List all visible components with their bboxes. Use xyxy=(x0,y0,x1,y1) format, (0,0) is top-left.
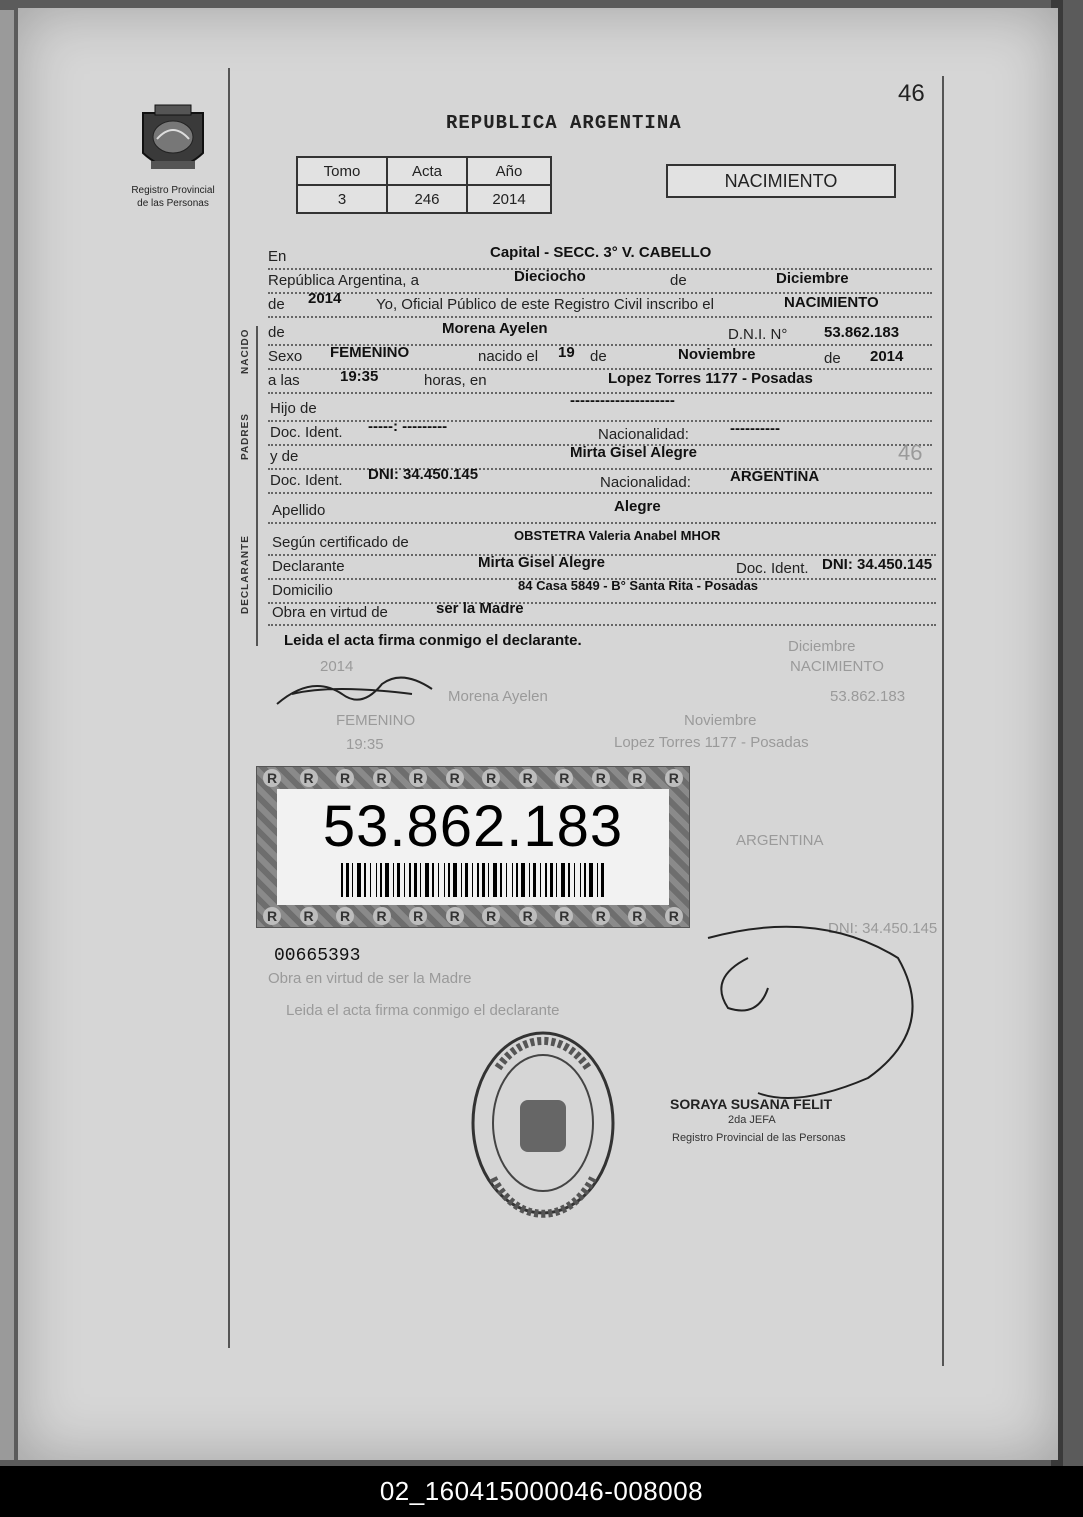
section-label-line xyxy=(256,326,258,646)
birth-certificate-page xyxy=(18,8,1058,1460)
document-title: REPUBLICA ARGENTINA xyxy=(446,112,682,134)
r-mark: R xyxy=(300,769,318,787)
registrar-office: Registro Provincial de las Personas xyxy=(672,1132,846,1144)
barcode-bar xyxy=(574,863,575,897)
ghost-child-name: Morena Ayelen xyxy=(448,688,548,705)
label-de-1: de xyxy=(670,272,687,289)
field-father-nat: ---------- xyxy=(730,420,780,437)
r-mark: R xyxy=(446,907,464,925)
barcode-bar xyxy=(370,863,371,897)
ghost-event: NACIMIENTO xyxy=(790,658,884,675)
barcode-bar xyxy=(545,863,547,897)
label-segun: Según certificado de xyxy=(272,534,409,551)
official-seal-icon xyxy=(468,1028,618,1218)
barcode-bar xyxy=(516,863,518,897)
label-dni: D.N.I. N° xyxy=(728,326,788,343)
field-event: NACIMIENTO xyxy=(784,294,879,311)
label-hijo: Hijo de xyxy=(270,400,317,417)
label-yo: Yo, Oficial Público de este Registro Civil inscribo el xyxy=(376,296,714,313)
record-table xyxy=(296,156,552,214)
barcode-bar xyxy=(425,863,429,897)
field-birth-place: Lopez Torres 1177 - Posadas xyxy=(608,370,813,387)
ghost-time: 19:35 xyxy=(346,736,384,753)
barcode-bar xyxy=(376,863,377,897)
ghost-month: Diciembre xyxy=(788,638,856,655)
label-horas: horas, en xyxy=(424,372,487,389)
barcode-bar xyxy=(529,863,530,897)
registrar-signature xyxy=(698,918,938,1108)
left-margin-line xyxy=(228,68,230,1348)
barcode-bar xyxy=(488,863,489,897)
ghost-birth-place: Lopez Torres 1177 - Posadas xyxy=(614,734,809,751)
label-obra: Obra en virtud de xyxy=(272,604,388,621)
r-mark: R xyxy=(628,907,646,925)
field-father-doc: -----: --------- xyxy=(368,418,448,435)
ghost-declarant-doc: DNI: 34.450.145 xyxy=(828,920,938,937)
barcode-bar xyxy=(465,863,468,897)
field-day-words: Dieciocho xyxy=(514,268,586,285)
r-mark: R xyxy=(409,769,427,787)
side-label-padres: PADRES xyxy=(240,413,251,460)
label-doc-2: Doc. Ident. xyxy=(270,472,343,489)
r-mark: R xyxy=(482,769,500,787)
barcode-bar xyxy=(461,863,462,897)
barcode-bar xyxy=(352,863,353,897)
barcode-bar xyxy=(472,863,473,897)
label-nac-2: Nacionalidad: xyxy=(600,474,691,491)
ghost-birth-month: Noviembre xyxy=(684,712,757,729)
field-child-dni: 53.862.183 xyxy=(824,324,900,341)
value-ano: 2014 xyxy=(467,185,551,213)
barcode-bar xyxy=(556,863,557,897)
coat-of-arms-icon xyxy=(133,103,213,183)
r-mark: R xyxy=(592,769,610,787)
label-de-4: de xyxy=(590,348,607,365)
label-y-de: y de xyxy=(270,448,299,465)
r-mark: R xyxy=(592,907,610,925)
barcode-bar xyxy=(506,863,507,897)
r-mark: R xyxy=(263,769,281,787)
barcode-bar xyxy=(432,863,434,897)
registrar-name: SORAYA SUSANA FELIT xyxy=(670,1096,833,1112)
header-acta: Acta xyxy=(387,157,467,185)
field-surname: Alegre xyxy=(614,498,661,515)
barcode-bar xyxy=(393,863,394,897)
barcode-bar xyxy=(561,863,565,897)
r-mark: R xyxy=(336,907,354,925)
ghost-year: 2014 xyxy=(320,658,354,675)
label-declarant-doc: Doc. Ident. xyxy=(736,560,809,577)
record-type-box: NACIMIENTO xyxy=(666,164,896,198)
value-tomo: 3 xyxy=(297,185,387,213)
barcode-bar xyxy=(568,863,570,897)
barcode-bar xyxy=(521,863,525,897)
label-nacido: nacido el xyxy=(478,348,539,365)
field-place: Capital - SECC. 3° V. CABELLO xyxy=(490,244,712,261)
barcode-bar xyxy=(477,863,479,897)
field-sex: FEMENINO xyxy=(330,344,410,361)
field-month: Diciembre xyxy=(776,270,849,287)
sticker-top-marks xyxy=(263,769,683,791)
barcode-bar xyxy=(550,863,553,897)
r-mark: R xyxy=(336,769,354,787)
barcode-bar xyxy=(438,863,439,897)
barcode-bar xyxy=(414,863,417,897)
label-sexo: Sexo xyxy=(268,348,303,365)
ghost-page-number: 46 xyxy=(898,440,923,465)
barcode-bar xyxy=(364,863,366,897)
ghost-dni: 53.862.183 xyxy=(830,688,906,705)
field-child-name: Morena Ayelen xyxy=(442,320,548,337)
registry-caption-1: Registro Provincial xyxy=(131,185,215,196)
field-certificate: OBSTETRA Valeria Anabel MHOR xyxy=(514,528,721,543)
barcode-bar xyxy=(420,863,421,897)
side-label-declarante: DECLARANTE xyxy=(240,535,251,614)
sticker-bottom-marks xyxy=(263,907,683,929)
field-father-name: --------------------- xyxy=(570,392,675,409)
line-apellido xyxy=(268,500,936,524)
field-mother-nat: ARGENTINA xyxy=(730,468,820,485)
field-mother-doc: DNI: 34.450.145 xyxy=(368,466,479,483)
ghost-leida: Leida el acta firma conmigo el declarante xyxy=(286,1002,560,1019)
barcode-bar xyxy=(589,863,593,897)
label-nac-1: Nacionalidad: xyxy=(598,426,689,443)
field-birth-day: 19 xyxy=(558,344,575,361)
field-birth-month: Noviembre xyxy=(678,346,756,363)
label-en: En xyxy=(268,248,287,265)
barcode-bar xyxy=(380,863,382,897)
label-de-5: de xyxy=(824,350,841,367)
barcode-bar xyxy=(500,863,502,897)
previous-page-edge xyxy=(0,10,14,1460)
barcode-bar xyxy=(493,863,497,897)
r-mark: R xyxy=(555,907,573,925)
r-mark: R xyxy=(628,769,646,787)
r-mark: R xyxy=(665,907,683,925)
registry-caption-2: de las Personas xyxy=(137,198,209,209)
label-de-2: de xyxy=(268,296,285,313)
field-capacity: ser la Madre xyxy=(436,600,524,617)
barcode-bar xyxy=(533,863,536,897)
label-domicilio: Domicilio xyxy=(272,582,333,599)
barcode-bar xyxy=(341,863,343,897)
field-birth-time: 19:35 xyxy=(340,368,379,385)
value-acta: 246 xyxy=(387,185,467,213)
label-a-las: a las xyxy=(268,372,300,389)
barcode-bar xyxy=(385,863,389,897)
r-mark: R xyxy=(555,769,573,787)
header-ano: Año xyxy=(467,157,551,185)
field-mother-name: Mirta Gisel Alegre xyxy=(570,444,697,461)
r-mark: R xyxy=(519,769,537,787)
barcode-bar xyxy=(444,863,445,897)
sticker-label xyxy=(277,789,669,905)
side-label-nacido: NACIDO xyxy=(240,328,251,374)
barcode-bar xyxy=(584,863,586,897)
barcode-icon xyxy=(341,863,605,897)
r-mark: R xyxy=(409,907,427,925)
r-mark: R xyxy=(519,907,537,925)
registrar-role: 2da JEFA xyxy=(728,1114,776,1126)
label-doc-1: Doc. Ident. xyxy=(270,424,343,441)
closing-statement: Leida el acta firma conmigo el declarante. xyxy=(284,632,582,649)
registry-logo xyxy=(113,103,233,209)
r-mark: R xyxy=(482,907,500,925)
barcode-bar xyxy=(597,863,598,897)
barcode-bar xyxy=(453,863,457,897)
field-birth-year: 2014 xyxy=(870,348,904,365)
label-declarante: Declarante xyxy=(272,558,345,575)
barcode-bar xyxy=(397,863,400,897)
barcode-bar xyxy=(404,863,405,897)
serial-number: 00665393 xyxy=(274,946,361,966)
label-apellido: Apellido xyxy=(272,502,326,519)
ghost-nationality: ARGENTINA xyxy=(736,832,824,849)
barcode-bar xyxy=(409,863,411,897)
r-mark: R xyxy=(373,769,391,787)
r-mark: R xyxy=(373,907,391,925)
barcode-bar xyxy=(580,863,581,897)
r-mark: R xyxy=(263,907,281,925)
field-declarant-doc: DNI: 34.450.145 xyxy=(822,556,933,573)
barcode-bar xyxy=(512,863,513,897)
barcode-bar xyxy=(357,863,361,897)
r-mark: R xyxy=(446,769,464,787)
right-margin-line xyxy=(942,76,944,1366)
label-de-3: de xyxy=(268,324,285,341)
r-mark: R xyxy=(300,907,318,925)
dni-sticker xyxy=(256,766,690,928)
label-republica: República Argentina, a xyxy=(268,272,419,289)
field-address: 84 Casa 5849 - B° Santa Rita - Posadas xyxy=(518,578,759,593)
field-year: 2014 xyxy=(308,290,342,307)
barcode-bar xyxy=(540,863,541,897)
barcode-bar xyxy=(601,863,604,897)
field-declarant-name: Mirta Gisel Alegre xyxy=(478,554,605,571)
barcode-bar xyxy=(482,863,485,897)
page-number: 46 xyxy=(898,80,925,107)
barcode-bar xyxy=(346,863,349,897)
officer-signature xyxy=(272,664,442,714)
barcode-bar xyxy=(448,863,450,897)
ghost-obra: Obra en virtud de ser la Madre xyxy=(268,970,472,987)
file-id-footer: 02_160415000046-008008 xyxy=(0,1466,1083,1517)
ghost-sex: FEMENINO xyxy=(336,712,416,729)
header-tomo: Tomo xyxy=(297,157,387,185)
sticker-dni-number: 53.862.183 xyxy=(322,794,624,859)
r-mark: R xyxy=(665,769,683,787)
